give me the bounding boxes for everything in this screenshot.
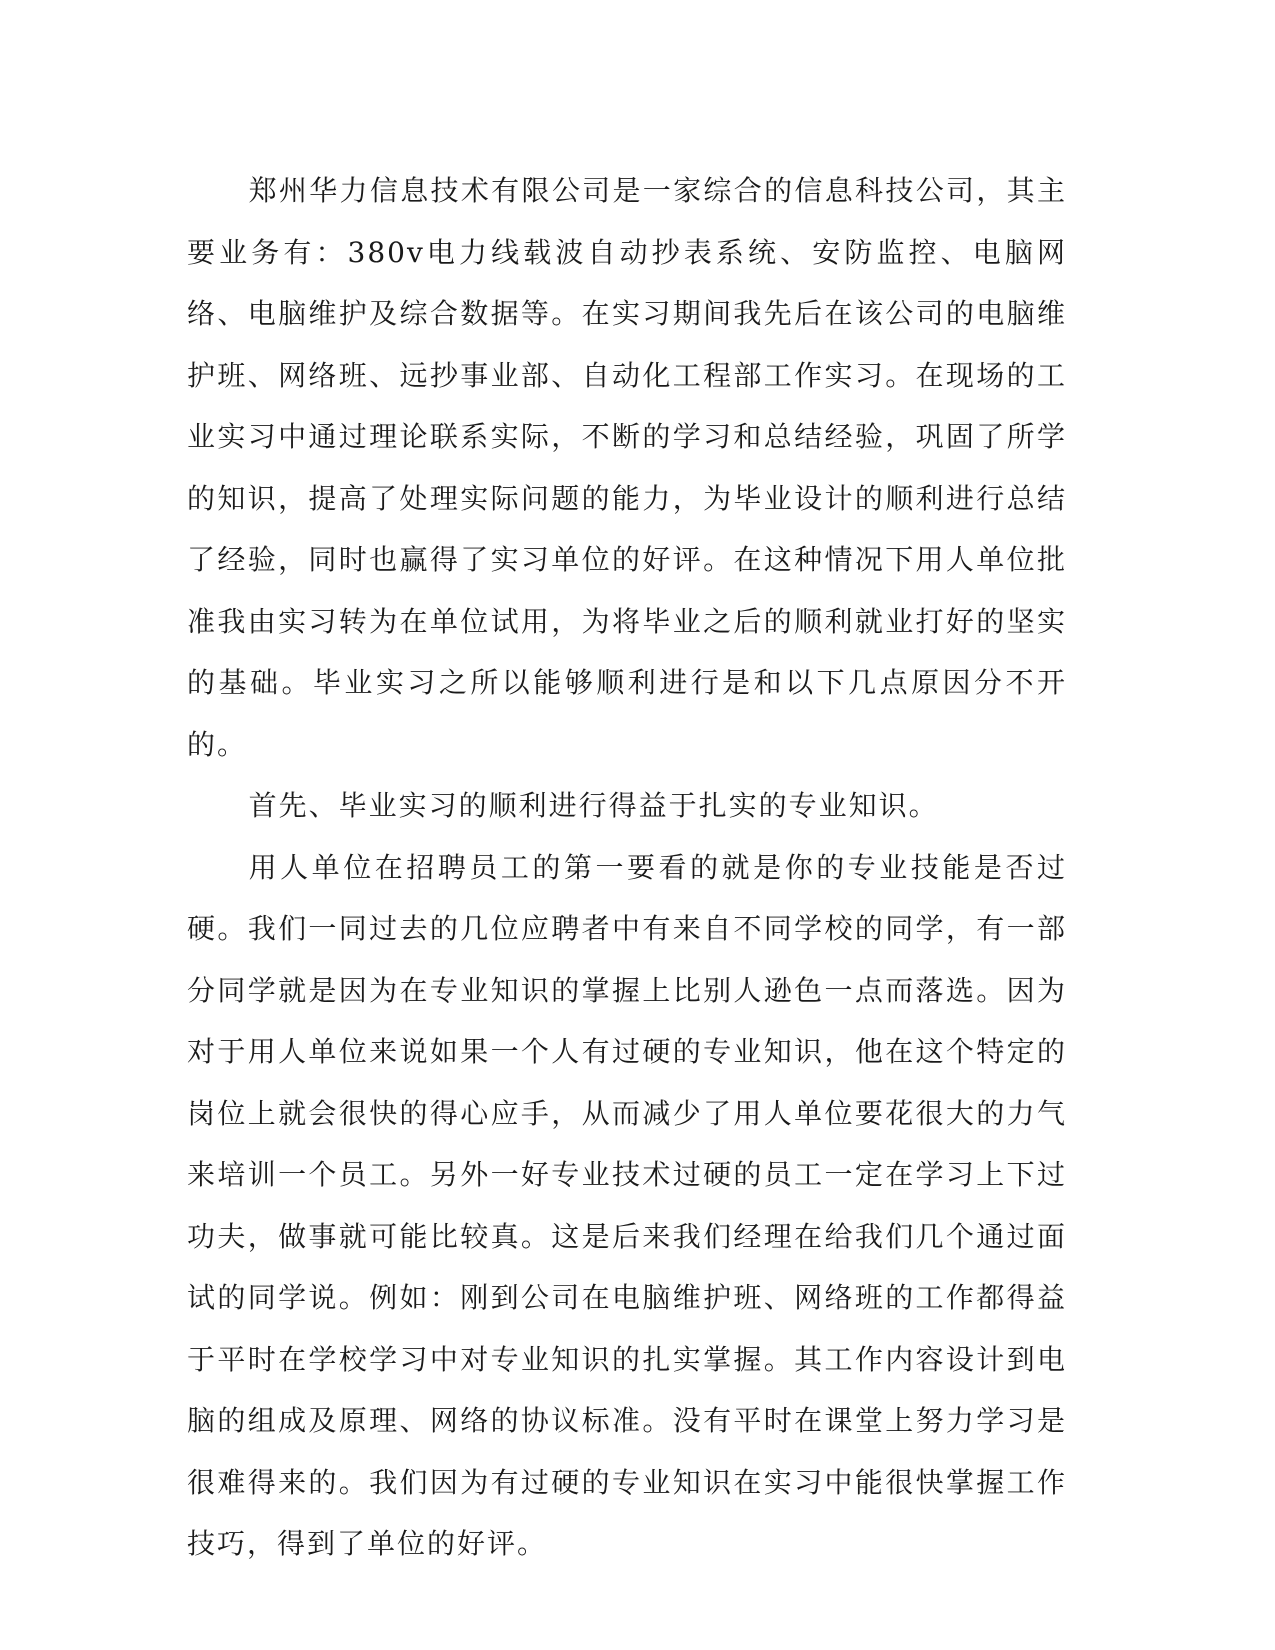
paragraph-first-point: 首先、毕业实习的顺利进行得益于扎实的专业知识。 — [248, 789, 939, 822]
document-body — [187, 160, 1067, 1575]
paragraph-company-intro: 郑州华力信息技术有限公司是一家综合的信息科技公司，其主要业务有：380v电力线载波自动抄表系统、安防监控、电脑网络、电脑维护及综合数据等。在实习期间我先后在该公司的电脑维护班、网络班、远抄事业部、自动化工程部工作实习。在现场的工业实习中通过理论联系实际，不断的学习和总结经验，巩固了所学的知识，提高了处理实际问题的能力，为毕业设计的顺利进行总结了经验，同时也赢得了实习单位的好评。在这种情况下用人单位批准我由实习转为在单位试用，为将毕业之后的顺利就业打好的坚实的基础。毕业实习之所以能够顺利进行是和以下几点原因分不开的。 — [187, 174, 1067, 761]
paragraph-employer-requirements: 用人单位在招聘员工的第一要看的就是你的专业技能是否过硬。我们一同过去的几位应聘者中有来自不同学校的同学，有一部分同学就是因为在专业知识的掌握上比别人逊色一点而落选。因为对于用人单位来说如果一个人有过硬的专业知识，他在这个特定的岗位上就会很快的得心应手，从而减少了用人单位要花很大的力气来培训一个员工。另外一好专业技术过硬的员工一定在学习上下过功夫，做事就可能比较真。这是后来我们经理在给我们几个通过面试的同学说。例如：刚到公司在电脑维护班、网络班的工作都得益于平时在学校学习中对专业知识的扎实掌握。其工作内容设计到电脑的组成及原理、网络的协议标准。没有平时在课堂上努力学习是很难得来的。我们因为有过硬的专业知识在实习中能很快掌握工作技巧，得到了单位的好评。 — [187, 850, 1067, 1560]
